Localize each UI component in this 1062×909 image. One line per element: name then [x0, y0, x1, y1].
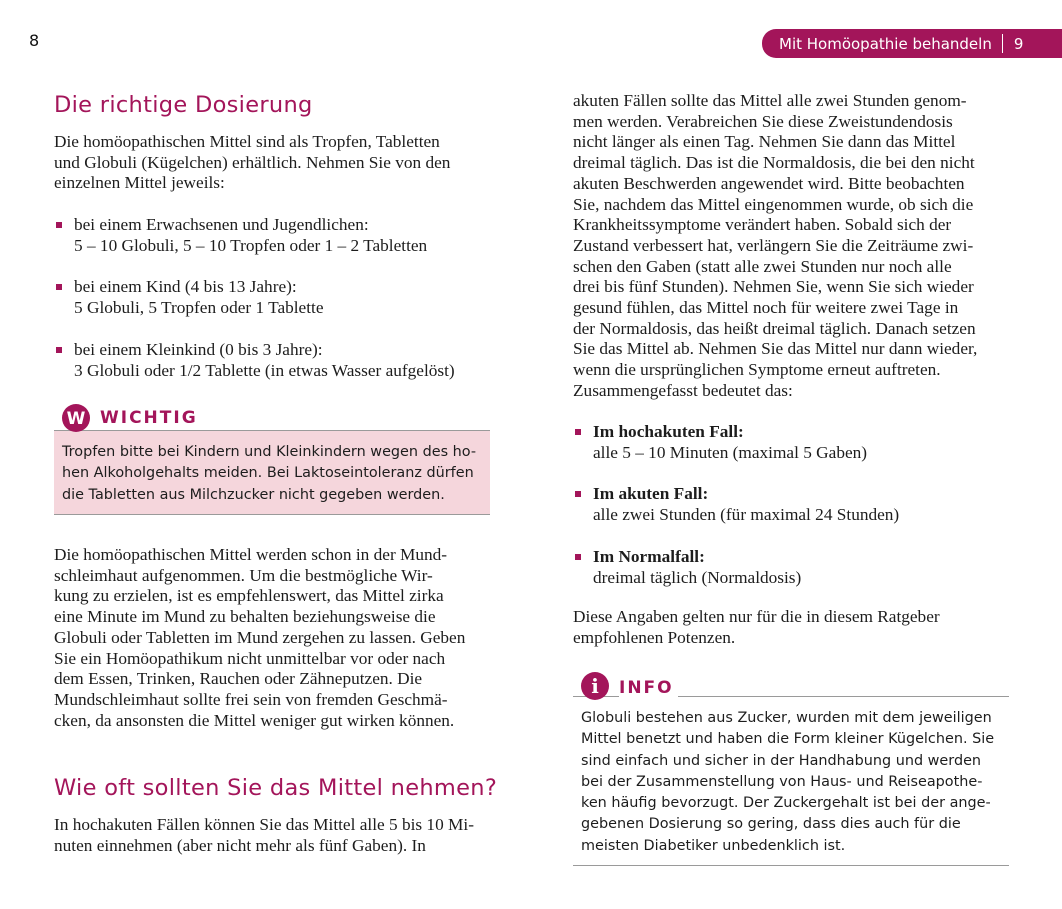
- text-line: dem Essen, Trinken, Rauchen oder Zähneputzen. Die: [54, 669, 423, 689]
- text-line: empfohlenen Potenzen.: [573, 627, 736, 647]
- text-line: ken häufig bevorzugt. Der Zuckergehalt ist bei der ange-: [581, 795, 991, 812]
- svg-text:i: i: [591, 674, 599, 698]
- text-line: Sie, nachdem das Mittel eingenommen wurde, ob sich die: [573, 194, 974, 214]
- header-divider: [1002, 34, 1003, 53]
- text-line: Globuli bestehen aus Zucker, wurden mit dem jeweiligen: [581, 710, 992, 726]
- text-line: 3 Globuli oder 1/2 Tablette (in etwas Wasser aufgelöst): [74, 360, 455, 380]
- bullet-square-icon: [56, 347, 62, 353]
- intro-paragraph: [54, 132, 504, 194]
- callout-label: INFO: [619, 678, 678, 698]
- heading-dosierung: Die richtige Dosierung: [54, 92, 313, 118]
- text-line: akuten Fällen sollte das Mittel alle zwei Stunden genom-: [573, 91, 967, 110]
- text-line: drei bis fünf Stunden). Nehmen Sie, wenn Sie sich wieder: [573, 277, 974, 297]
- text-line: kung zu erzielen, ist es empfehlenswert, das Mittel zirka: [54, 586, 444, 606]
- list-item: [54, 340, 514, 381]
- case-text: dreimal täglich (Normaldosis): [593, 567, 802, 587]
- heading-wie-oft: Wie oft sollten Sie das Mittel nehmen?: [54, 775, 498, 801]
- text-line: gebenen Dosierung so gering, dass dies auch für die: [581, 816, 961, 833]
- callout-title-bar: [54, 400, 490, 431]
- text-line: sind einfach und sicher in der Handhabung und werden: [581, 752, 982, 769]
- callout-title-bar: [573, 666, 1009, 697]
- page-number-right: 9: [1013, 34, 1024, 53]
- case-title: Im akuten Fall:: [593, 484, 709, 504]
- svg-text:W: W: [66, 409, 86, 429]
- text-line: Krankheitssymptome verändert haben. Sobald sich der: [573, 215, 952, 235]
- text-line: 5 – 10 Globuli, 5 – 10 Tropfen oder 1 – 2 Tabletten: [74, 235, 428, 255]
- info-icon: [580, 671, 610, 701]
- case-text: alle zwei Stunden (für maximal 24 Stunden): [593, 505, 900, 525]
- text-line: Tropfen bitte bei Kindern und Kleinkindern wegen des ho-: [62, 444, 477, 460]
- text-line: akuten Beschwerden angewendet wird. Bitte beobachten: [573, 173, 965, 193]
- case-text: alle 5 – 10 Minuten (maximal 5 Gaben): [593, 442, 868, 462]
- text-line: eine Minute im Mund zu behalten beziehungsweise die: [54, 607, 436, 627]
- wichtig-callout: [54, 400, 490, 515]
- warning-w-icon: [61, 403, 91, 433]
- frequency-summary-list: [573, 422, 1033, 609]
- text-line: In hochakuten Fällen können Sie das Mittel alle 5 bis 10 Mi-: [54, 815, 474, 834]
- text-line: 5 Globuli, 5 Tropfen oder 1 Tablette: [74, 298, 324, 318]
- text-line: Sie ein Homöopathikum nicht unmittelbar vor oder nach: [54, 648, 446, 668]
- text-line: einzelnen Mittel jeweils:: [54, 173, 225, 193]
- bullet-square-icon: [575, 491, 581, 497]
- text-line: bei einem Kleinkind (0 bis 3 Jahre):: [74, 339, 323, 359]
- potency-note-paragraph: [573, 607, 1033, 648]
- text-line: Zustand verbessert hat, verlängern Sie die Zeiträume zwi-: [573, 235, 974, 255]
- info-callout: [573, 666, 1009, 866]
- section-header-tab: [762, 29, 1062, 58]
- text-line: Globuli oder Tabletten im Mund zergehen zu lassen. Geben: [54, 627, 466, 647]
- text-line: wenn die ursprünglichen Symptome erneut auftreten.: [573, 360, 941, 380]
- bullet-square-icon: [575, 554, 581, 560]
- text-line: hen Alkoholgehalts meiden. Bei Laktoseintoleranz dürfen: [62, 465, 474, 482]
- text-line: dreimal täglich. Das ist die Normaldosis, die bei den nicht: [573, 153, 975, 173]
- list-item: [573, 484, 1033, 525]
- case-title: Im hochakuten Fall:: [593, 422, 744, 441]
- text-line: Die homöopathischen Mittel sind als Tropfen, Tabletten: [54, 132, 440, 151]
- absorption-paragraph: [54, 545, 514, 731]
- text-line: schleimhaut aufgenommen. Um die bestmögliche Wir-: [54, 565, 433, 585]
- text-line: nicht länger als einen Tag. Nehmen Sie dann das Mittel: [573, 132, 956, 152]
- dosage-list: [54, 215, 514, 402]
- list-item: [573, 547, 1033, 588]
- text-line: Mittel benetzt und haben die Form kleiner Kügelchen. Sie: [581, 731, 995, 748]
- list-item: [573, 422, 1033, 463]
- text-line: Sie das Mittel ab. Nehmen Sie das Mittel nur dann wieder,: [573, 339, 978, 359]
- section-title: Mit Homöopathie behandeln: [779, 34, 992, 53]
- text-line: bei einem Erwachsenen und Jugendlichen:: [74, 215, 369, 234]
- bullet-square-icon: [56, 284, 62, 290]
- bullet-square-icon: [56, 222, 62, 228]
- callout-body: [54, 431, 490, 515]
- callout-body: [573, 697, 1009, 866]
- text-line: Zusammengefasst bedeutet das:: [573, 380, 793, 400]
- text-line: bei der Zusammenstellung von Haus- und Reiseapothe-: [581, 773, 983, 790]
- page-number-left: 8: [29, 31, 40, 50]
- continuation-paragraph: [573, 91, 1033, 402]
- text-line: Die homöopathischen Mittel werden schon in der Mund-: [54, 545, 448, 564]
- text-line: die Tabletten aus Milchzucker nicht gegeben werden.: [62, 486, 445, 503]
- text-line: nuten einnehmen (aber nicht mehr als fünf Gaben). In: [54, 835, 426, 855]
- text-line: cken, da ansonsten die Mittel weniger gut wirken können.: [54, 710, 455, 730]
- text-line: gesund fühlen, das Mittel noch für weitere zwei Tage in: [573, 298, 959, 318]
- text-line: meisten Diabetiker unbedenklich ist.: [581, 837, 846, 854]
- text-line: Mundschleimhaut sollte frei sein von fremden Geschmä-: [54, 689, 448, 709]
- list-item: [54, 215, 514, 256]
- text-line: Diese Angaben gelten nur für die in diesem Ratgeber: [573, 607, 940, 626]
- text-line: der Normaldosis, das heißt dreimal täglich. Danach setzen: [573, 318, 976, 338]
- list-item: [54, 277, 514, 318]
- bullet-square-icon: [575, 429, 581, 435]
- callout-label: WICHTIG: [100, 408, 202, 428]
- text-line: bei einem Kind (4 bis 13 Jahre):: [74, 277, 297, 297]
- text-line: men werden. Verabreichen Sie diese Zweistundendosis: [573, 111, 953, 131]
- text-line: und Globuli (Kügelchen) erhältlich. Nehmen Sie von den: [54, 152, 451, 172]
- text-line: schen den Gaben (statt alle zwei Stunden nur noch alle: [573, 256, 952, 276]
- frequency-paragraph: [54, 815, 514, 856]
- case-title: Im Normalfall:: [593, 546, 705, 566]
